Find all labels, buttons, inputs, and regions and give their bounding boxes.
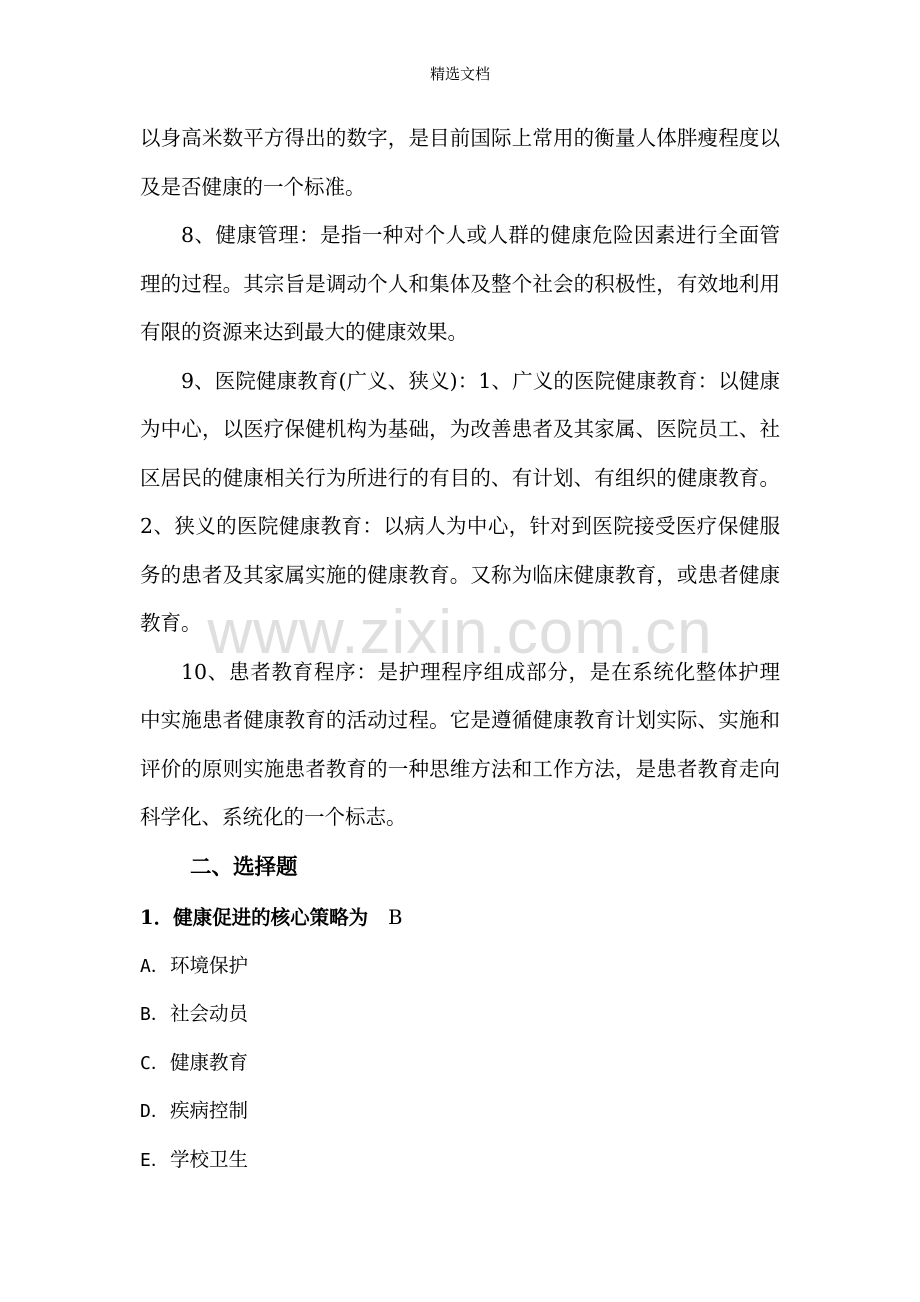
option-text: 疾病控制: [170, 1099, 249, 1122]
question-1: [140, 894, 780, 942]
option-d: [140, 1087, 780, 1136]
question-answer: B: [388, 905, 403, 929]
document-body: [140, 114, 780, 1184]
paragraph-health-management: 8、健康管理：是指一种对个人或人群的健康危险因素进行全面管理的过程。其宗旨是调动个人和集体及整个社会的积极性，有效地利用有限的资源来达到最大的健康效果。: [140, 223, 780, 344]
option-a: [140, 942, 780, 991]
option-letter: E．: [140, 1149, 169, 1171]
option-letter: D．: [140, 1101, 169, 1122]
paragraph-continuation: 以身高米数平方得出的数字，是目前国际上常用的衡量人体胖瘦程度以及是否健康的一个标准。: [140, 126, 780, 199]
option-c: [140, 1039, 780, 1088]
option-text: 环境保护: [170, 953, 249, 977]
option-letter: B．: [140, 1004, 169, 1025]
option-letter: A．: [140, 955, 169, 977]
paragraph-hospital-health-education: 9、医院健康教育(广义、狭义)：1、广义的医院健康教育：以健康为中心，以医疗保健机构为基础，为改善患者及其家属、医院员工、社区居民的健康相关行为所进行的有目的、有计划、有组织的健康教育。2、狭义的医院健康教育：以病人为中心，针对到医院接受医疗保健服务的患者及其家属实施的健康教育。又称为临床健康教育，或患者健康教育。: [140, 368, 780, 635]
watermark: www.zixin.com.cn: [207, 598, 713, 667]
option-b: [140, 990, 780, 1039]
option-text: 健康教育: [170, 1050, 249, 1074]
option-letter: C．: [140, 1052, 169, 1074]
option-text: 社会动员: [170, 1002, 249, 1025]
question-text: 1．健康促进的核心策略为: [140, 905, 369, 929]
page-header: 精选文档: [429, 65, 490, 83]
paragraph-patient-education-procedure: 10、患者教育程序：是护理程序组成部分，是在系统化整体护理中实施患者健康教育的活动过程。它是遵循健康教育计划实际、实施和评价的原则实施患者教育的一种思维方法和工作方法，是患者教育走向科学化、系统化的一个标志。: [140, 659, 780, 829]
option-text: 学校卫生: [170, 1147, 249, 1171]
option-e: [140, 1136, 780, 1185]
section-title: 二、选择题: [190, 854, 298, 880]
